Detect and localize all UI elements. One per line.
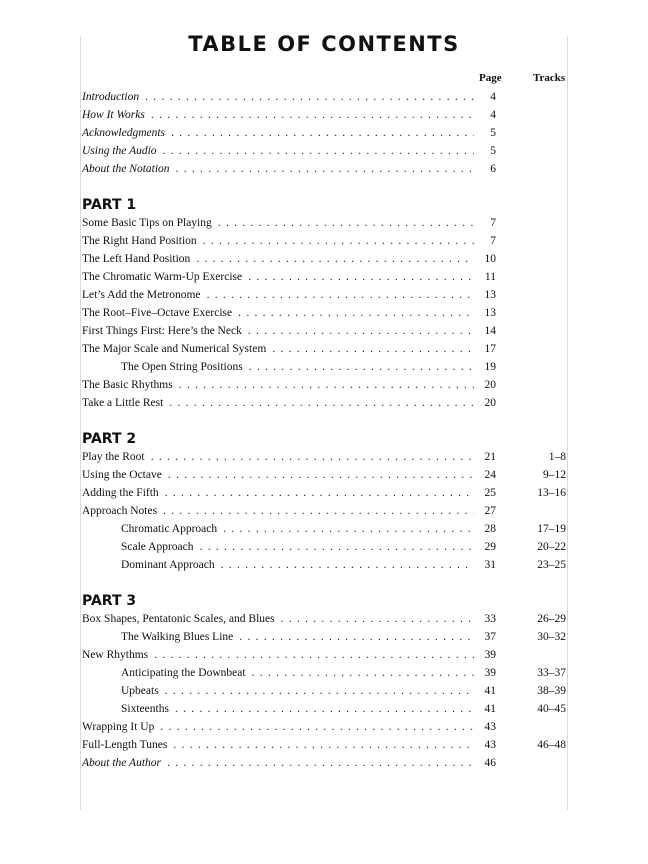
toc-entry[interactable] [82, 286, 568, 304]
page-title: TABLE OF CONTENTS [188, 32, 460, 56]
toc-subentry[interactable] [82, 682, 568, 700]
entry-page: 11 [474, 268, 496, 286]
entry-tracks: 23–25 [537, 559, 566, 571]
toc-entry[interactable] [82, 502, 568, 520]
entry-page: 10 [474, 250, 496, 268]
entry-page: 21 [474, 448, 496, 466]
toc-entry[interactable] [82, 484, 568, 502]
toc-entry[interactable] [82, 646, 568, 664]
entry-tracks: 20–22 [537, 541, 566, 553]
entry-tracks: 13–16 [537, 487, 566, 499]
toc-entry[interactable] [82, 718, 568, 736]
entry-label: Acknowledgments [82, 127, 166, 139]
entry-tracks: 26–29 [537, 613, 566, 625]
entry-label: Anticipating the Downbeat [121, 667, 246, 679]
entry-page: 5 [474, 142, 496, 160]
entry-tracks: 17–19 [537, 523, 566, 535]
entry-page: 13 [474, 304, 496, 322]
entry-label: Upbeats [121, 685, 159, 697]
entry-label: Using the Octave [82, 469, 162, 481]
part-1-heading: PART 1 [82, 197, 137, 213]
entry-label: New Rhythms [82, 649, 149, 661]
entry-label: Take a Little Rest [82, 397, 164, 409]
entry-page: 17 [474, 340, 496, 358]
entry-label: The Chromatic Warm-Up Exercise [82, 271, 243, 283]
entry-page: 46 [474, 754, 496, 772]
toc-entry[interactable] [82, 736, 568, 754]
entry-label: Box Shapes, Pentatonic Scales, and Blues [82, 613, 275, 625]
entry-label: The Major Scale and Numerical System [82, 343, 267, 355]
entry-page: 33 [474, 610, 496, 628]
toc-subentry[interactable] [82, 538, 568, 556]
entry-page: 41 [474, 682, 496, 700]
entry-label: Dominant Approach [121, 559, 215, 571]
left-margin-rule [80, 36, 81, 810]
entry-tracks: 30–32 [537, 631, 566, 643]
toc-subentry[interactable] [82, 520, 568, 538]
entry-label: Introduction [82, 91, 140, 103]
entry-page: 6 [474, 160, 496, 178]
entry-label: The Left Hand Position [82, 253, 191, 265]
entry-page: 20 [474, 376, 496, 394]
entry-page: 24 [474, 466, 496, 484]
entry-label: Sixteenths [121, 703, 169, 715]
entry-label: The Walking Blues Line [121, 631, 234, 643]
toc-entry[interactable] [82, 232, 568, 250]
toc-subentry[interactable] [82, 664, 568, 682]
entry-label: Using the Audio [82, 145, 157, 157]
entry-label: Approach Notes [82, 505, 158, 517]
tracks-column-header: Tracks [533, 72, 566, 84]
entry-page: 13 [474, 286, 496, 304]
toc-subentry[interactable] [82, 556, 568, 574]
entry-page: 39 [474, 664, 496, 682]
entry-tracks: 1–8 [548, 451, 566, 463]
entry-page: 25 [474, 484, 496, 502]
toc-entry-introduction[interactable] [82, 88, 568, 106]
entry-label: Chromatic Approach [121, 523, 218, 535]
entry-label: The Basic Rhythms [82, 379, 173, 391]
entry-label: The Right Hand Position [82, 235, 197, 247]
toc-entry[interactable] [82, 268, 568, 286]
entry-tracks: 40–45 [537, 703, 566, 715]
entry-label: About the Notation [82, 163, 170, 175]
toc-entry-how-it-works[interactable] [82, 106, 568, 124]
entry-page: 41 [474, 700, 496, 718]
entry-page: 14 [474, 322, 496, 340]
entry-page: 43 [474, 718, 496, 736]
toc-subentry[interactable] [82, 358, 568, 376]
toc-subentry[interactable] [82, 628, 568, 646]
toc-entry[interactable] [82, 610, 568, 628]
toc-entry-acknowledgments[interactable] [82, 124, 568, 142]
toc-entry[interactable] [82, 304, 568, 322]
entry-page: 28 [474, 520, 496, 538]
entry-page: 43 [474, 736, 496, 754]
entry-page: 4 [474, 88, 496, 106]
entry-label: Full-Length Tunes [82, 739, 168, 751]
page-column-header: Page [479, 72, 502, 84]
entry-page: 19 [474, 358, 496, 376]
toc-entry[interactable] [82, 394, 568, 412]
entry-page: 5 [474, 124, 496, 142]
toc-entry-about-the-notation[interactable] [82, 160, 568, 178]
entry-page: 29 [474, 538, 496, 556]
entry-label: About the Author [82, 757, 162, 769]
part-3-heading: PART 3 [82, 593, 137, 609]
entry-label: Scale Approach [121, 541, 194, 553]
entry-label: Wrapping It Up [82, 721, 155, 733]
entry-page: 27 [474, 502, 496, 520]
entry-label: First Things First: Here’s the Neck [82, 325, 242, 337]
entry-label: Some Basic Tips on Playing [82, 217, 212, 229]
toc-entry[interactable] [82, 340, 568, 358]
entry-label: Adding the Fifth [82, 487, 159, 499]
part-2-heading: PART 2 [82, 431, 137, 447]
entry-page: 20 [474, 394, 496, 412]
toc-subentry[interactable] [82, 700, 568, 718]
entry-page: 4 [474, 106, 496, 124]
toc-entry[interactable] [82, 466, 568, 484]
entry-page: 37 [474, 628, 496, 646]
entry-label: The Open String Positions [121, 361, 243, 373]
toc-entry[interactable] [82, 250, 568, 268]
entry-page: 7 [474, 232, 496, 250]
entry-tracks: 46–48 [537, 739, 566, 751]
toc-entry[interactable] [82, 214, 568, 232]
entry-tracks: 33–37 [537, 667, 566, 679]
entry-page: 39 [474, 646, 496, 664]
entry-page: 7 [474, 214, 496, 232]
toc-entry-using-the-audio[interactable] [82, 142, 568, 160]
toc-entry[interactable] [82, 376, 568, 394]
entry-label: Play the Root [82, 451, 145, 463]
entry-label: Let’s Add the Metronome [82, 289, 201, 301]
entry-tracks: 38–39 [537, 685, 566, 697]
toc-entry[interactable] [82, 448, 568, 466]
entry-label: The Root–Five–Octave Exercise [82, 307, 233, 319]
toc-list [82, 88, 568, 772]
toc-entry-about-the-author[interactable] [82, 754, 568, 772]
entry-page: 31 [474, 556, 496, 574]
toc-entry[interactable] [82, 322, 568, 340]
entry-label: How It Works [82, 109, 145, 121]
entry-tracks: 9–12 [543, 469, 566, 481]
